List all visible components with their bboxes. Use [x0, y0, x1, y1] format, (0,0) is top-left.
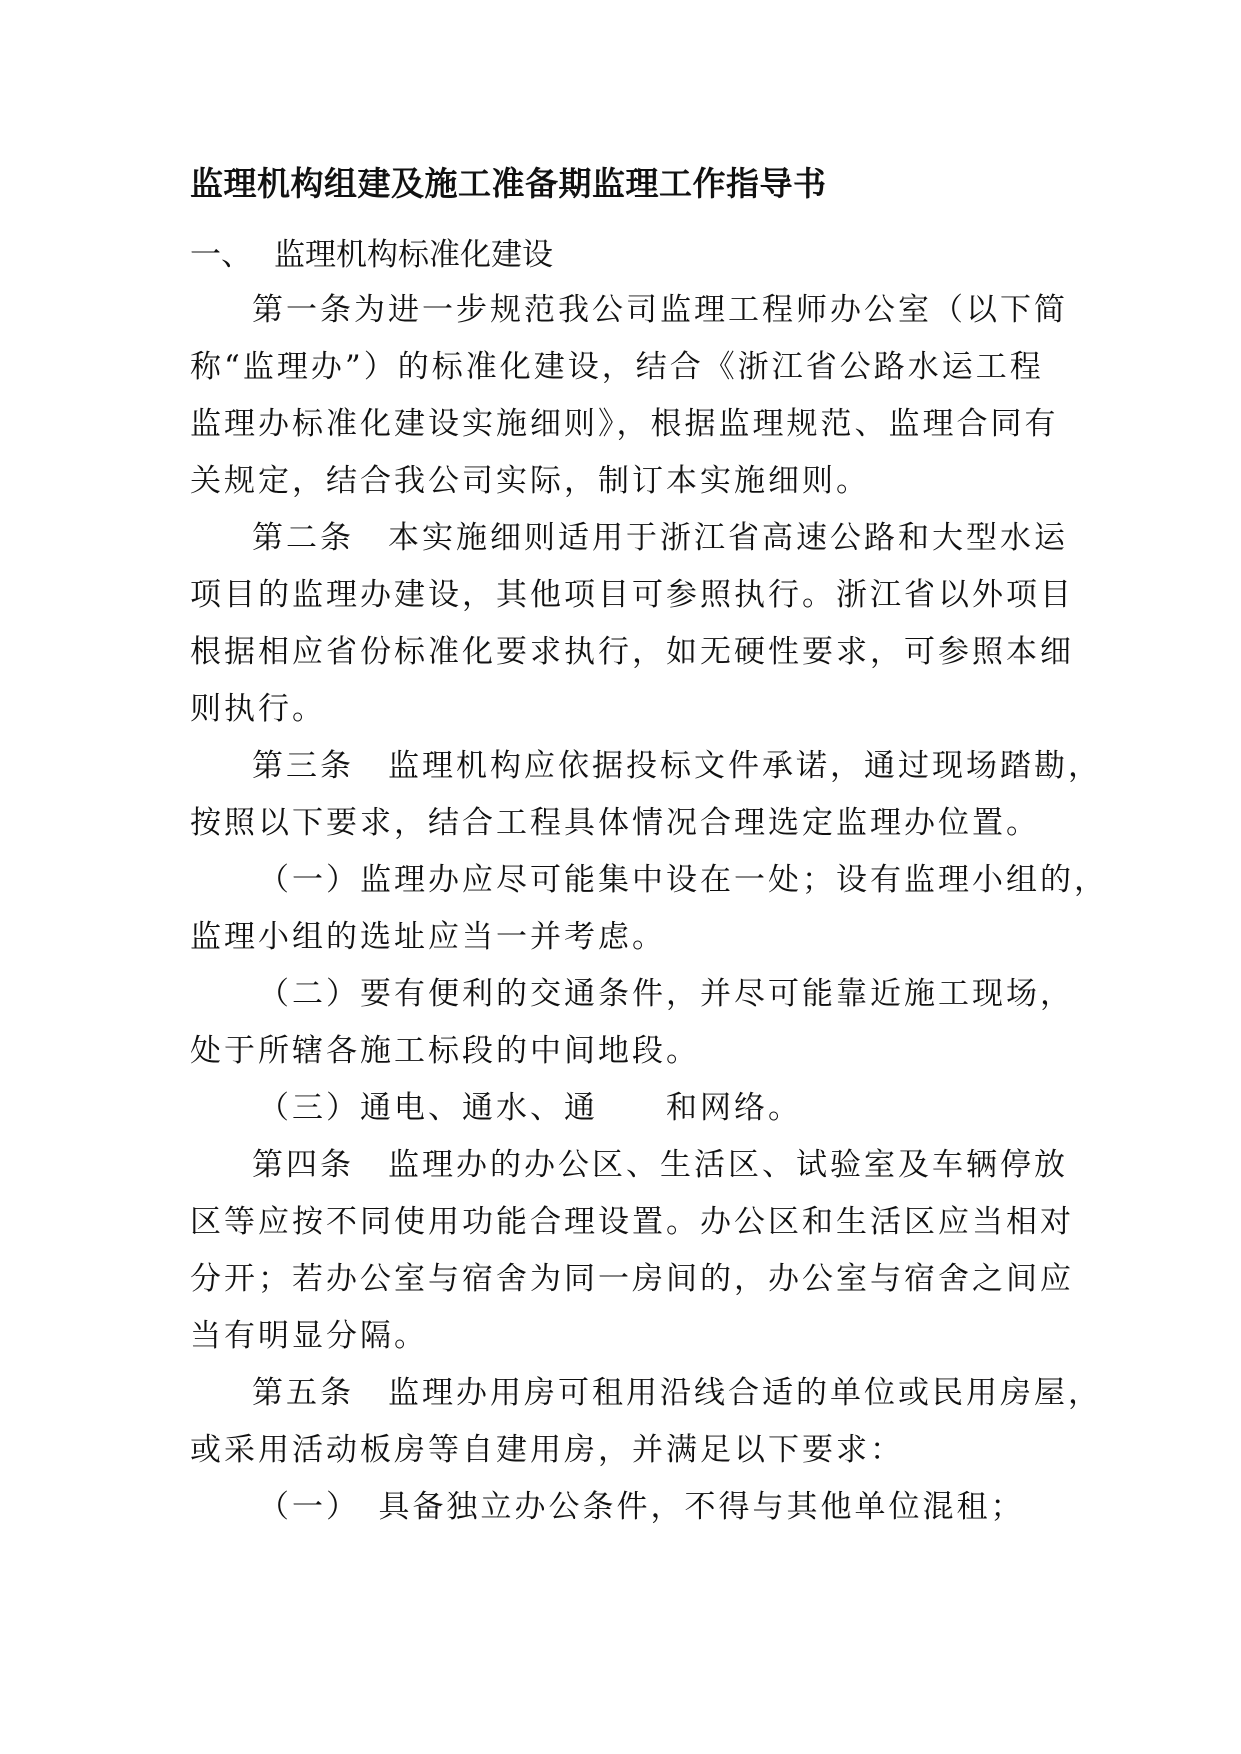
paragraph-line: 则执行。: [190, 691, 326, 727]
document-title: 监理机构组建及施工准备期监理工作指导书: [190, 164, 827, 203]
paragraph-line: 关规定，结合我公司实际，制订本实施细则。: [190, 463, 870, 499]
paragraph-line: （三）通电、通水、通 和网络。: [258, 1090, 802, 1126]
paragraph-line: （二）要有便利的交通条件，并尽可能靠近施工现场，: [258, 976, 1074, 1012]
paragraph-line: （一） 具备独立办公条件，不得与其他单位混租；: [258, 1489, 1025, 1525]
paragraph-line: 分开；若办公室与宿舍为同一房间的，办公室与宿舍之间应: [190, 1261, 1074, 1297]
paragraph-line: 第三条 监理机构应依据投标文件承诺，通过现场踏勘，: [252, 748, 1102, 784]
section-title: 监理机构标准化建设: [274, 237, 553, 273]
paragraph-line: （一）监理办应尽可能集中设在一处；设有监理小组的，: [258, 862, 1108, 898]
paragraph-line: 第二条 本实施细则适用于浙江省高速公路和大型水运: [252, 520, 1068, 556]
paragraph-line: 当有明显分隔。: [190, 1318, 428, 1354]
section-number: 一、: [190, 237, 252, 273]
paragraph-line: 监理小组的选址应当一并考虑。: [190, 919, 666, 955]
paragraph-line: 根据相应省份标准化要求执行，如无硬性要求，可参照本细: [190, 634, 1074, 670]
section-heading: [190, 229, 553, 274]
paragraph-line: 按照以下要求，结合工程具体情况合理选定监理办位置。: [190, 805, 1040, 841]
paragraph-line: 监理办标准化建设实施细则》，根据监理规范、监理合同有: [190, 406, 1059, 442]
paragraph-line: 称“监理办”）的标准化建设，结合《浙江省公路水运工程: [190, 349, 1044, 385]
paragraph-line: 处于所辖各施工标段的中间地段。: [190, 1033, 700, 1069]
paragraph-line: 区等应按不同使用功能合理设置。办公区和生活区应当相对: [190, 1204, 1074, 1240]
paragraph-line: 或采用活动板房等自建用房，并满足以下要求：: [190, 1432, 904, 1468]
paragraph-line: 第五条 监理办用房可租用沿线合适的单位或民用房屋，: [252, 1375, 1102, 1411]
paragraph-line: 项目的监理办建设，其他项目可参照执行。浙江省以外项目: [190, 577, 1074, 613]
paragraph-line: 第四条 监理办的办公区、生活区、试验室及车辆停放: [252, 1147, 1068, 1183]
paragraph-line: 第一条为进一步规范我公司监理工程师办公室（以下简: [252, 292, 1068, 328]
